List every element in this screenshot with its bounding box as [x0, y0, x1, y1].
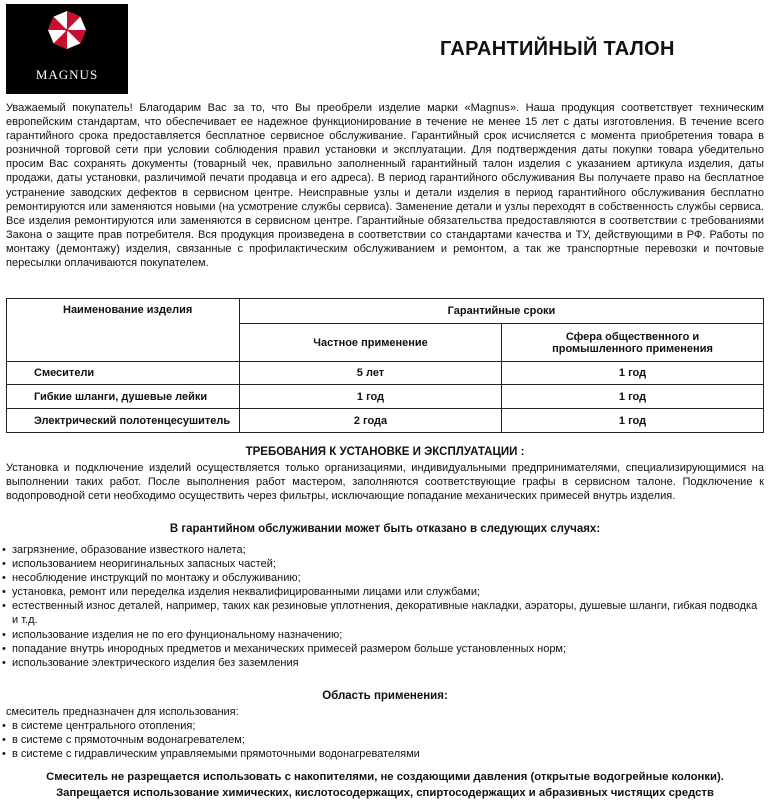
table-row	[7, 362, 764, 385]
refusal-heading: В гарантийном обслуживании может быть отказано в следующих случаях:	[169, 523, 601, 535]
row-product: Электрический полотенцесушитель	[7, 409, 240, 433]
intro-paragraph: Уважаемый покупатель! Благодарим Вас за то, что Вы преобрели изделие марки «Magnus». Наша продукция соответствует техническим европейским стандартам, что обеспечивает ее надежное функционирование в течение не менее 15 лет с даты изготовления. В течение всего гарантийного срока предоставляется бесплатное сервисное обслуживание. Гарантийный срок исчисляется с момента приобретения товара в розничной торговой сети при условии соблюдения правил установки и эксплуатации. Для подтверждения даты покупки товара убедительно просим Вас сохранять документы (товарный чек, правильно заполненный гарантийный талон изделия с указанием артикула изделия, даты продажи, даты установки, различимой печати продавца и его адреса). В период гарантийного обслуживания Вы получаете право на бесплатное устранение заводских дефектов в сервисном центре. Неисправные узлы и детали изделия в период гарантийного обслуживания бесплатно ремонтируются или заменяются новыми (на усмотрение службы сервиса). Заменение детали и узлы переходят в собственность службы сервиса. Все изделия ремонтируются или заменяются в сервисном центре. Гарантийные обязательства предоставляются в соответствии с требованиями Закона о защите прав потребителя. Вся продукция произведена в соответствии со стандартами качества и ТУ, действующими в РФ. Работы по монтажу (демонтажу) изделия, связанные с профилактическим обслуживанием и ремонтом, а так же транспортные перевозки и почтовые пересылки оплачиваются покупателем.	[6, 102, 764, 270]
row-industrial-term: 1 год	[502, 362, 764, 385]
row-industrial-term: 1 год	[502, 409, 764, 433]
umbrella-logo-icon	[47, 10, 87, 50]
header-warranty-terms: Гарантийные сроки	[240, 299, 764, 324]
list-item: • несоблюдение инструкций по монтажу и обслуживанию;	[6, 571, 766, 585]
storage-heater-note: Смеситель не разрещается использовать с накопителями, не создающими давления (открытые водогрейные колонки).	[46, 771, 724, 783]
header-industrial-use	[502, 324, 764, 362]
list-item: • в системе с гидравлическим управляемыми прямоточными водонагревателями	[6, 747, 766, 761]
table-row	[7, 385, 764, 409]
warranty-terms-table	[6, 298, 764, 433]
refusal-list	[6, 543, 766, 670]
row-product: Смесители	[7, 362, 240, 385]
row-private-term: 1 год	[240, 385, 502, 409]
header-industrial-line-2: промышленного применения	[552, 342, 713, 355]
page-title: ГАРАНТИЙНЫЙ ТАЛОН	[440, 38, 675, 60]
list-item: • использованием неоригинальных запасных частей;	[6, 557, 766, 571]
list-item: • в системе с прямоточным водонагревателем;	[6, 733, 766, 747]
list-item: • использование изделия не по его фунциональному назначению;	[6, 628, 766, 642]
header-industrial-line-1: Сфера общественного и	[565, 330, 700, 343]
list-item: • использование электрического изделия без заземления	[6, 656, 766, 670]
header-private-use: Частное применение	[240, 324, 502, 362]
row-private-term: 2 года	[240, 409, 502, 433]
table-header-row	[7, 299, 764, 324]
logo-wordmark: MAGNUS	[35, 67, 99, 82]
list-item: • естественный износ деталей, например, таких как резиновые уплотнения, декоративные накладки, аэраторы, душевые шланги, гибкая подводка и т.д.	[6, 599, 766, 627]
list-item: • в системе центрального отопления;	[6, 719, 766, 733]
requirements-paragraph: Установка и подключение изделий осуществляется только организациями, индивидуальными предпринимателями, специализирующимися на выполнении таких работ. После выполнения работ мастером, заполняются соответствующие графы в сервисном талоне. Подключение к водопроводной сети необходимо осуществить через фильтры, исключающие попадание механических примесей внутрь изделия.	[6, 462, 764, 503]
row-private-term: 5 лет	[240, 362, 502, 385]
table-row	[7, 409, 764, 433]
application-area-intro: смеситель предназначен для использования:	[6, 706, 239, 718]
cleaning-agents-note: Запрещается использование химических, кислотосодержащих, спиртосодержащих и абразивных чистящих средств	[56, 787, 714, 799]
requirements-heading: ТРЕБОВАНИЯ К УСТАНОВКЕ И ЭКСПЛУАТАЦИИ :	[245, 446, 525, 458]
application-area-heading: Область применения:	[322, 690, 448, 702]
application-area-list	[6, 719, 766, 762]
brand-logo	[6, 4, 128, 94]
row-product: Гибкие шланги, душевые лейки	[7, 385, 240, 409]
list-item: • попадание внутрь инородных предметов и механических примесей размером больше установленных норм;	[6, 642, 766, 656]
header-product: Наименование изделия	[7, 299, 240, 362]
list-item: • загрязнение, образование известкого налета;	[6, 543, 766, 557]
row-industrial-term: 1 год	[502, 385, 764, 409]
list-item: • установка, ремонт или переделка изделия неквалифицированными лицами или службами;	[6, 585, 766, 599]
